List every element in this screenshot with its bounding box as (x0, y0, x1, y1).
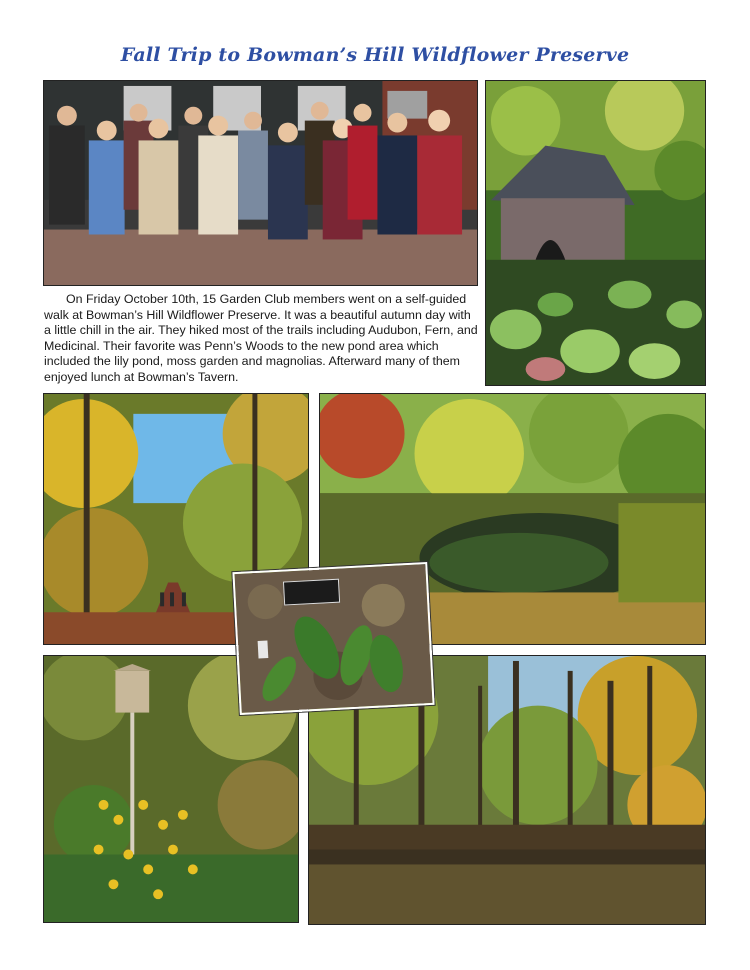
page-title: Fall Trip to Bowman’s Hill Wildflower Preserve (120, 44, 630, 66)
group-photo (43, 80, 478, 286)
article-text: On Friday October 10th, 15 Garden Club members went on a self-guided walk at Bowman’s Hill Wildflower Preserve. It was a beautiful autumn day with a little chill in the air. They hiked most of the trails including Audubon, Fern, and Medicinal. Their favorite was Penn’s Woods to the new pond area which included the lily pond, moss garden and magnolias. Afterward many of them enjoyed lunch at Bowman’s Tavern. (44, 292, 478, 384)
stone-springhouse-photo (485, 80, 706, 386)
plant-sign-photo (232, 562, 434, 715)
plant-marker-sign (283, 579, 340, 606)
